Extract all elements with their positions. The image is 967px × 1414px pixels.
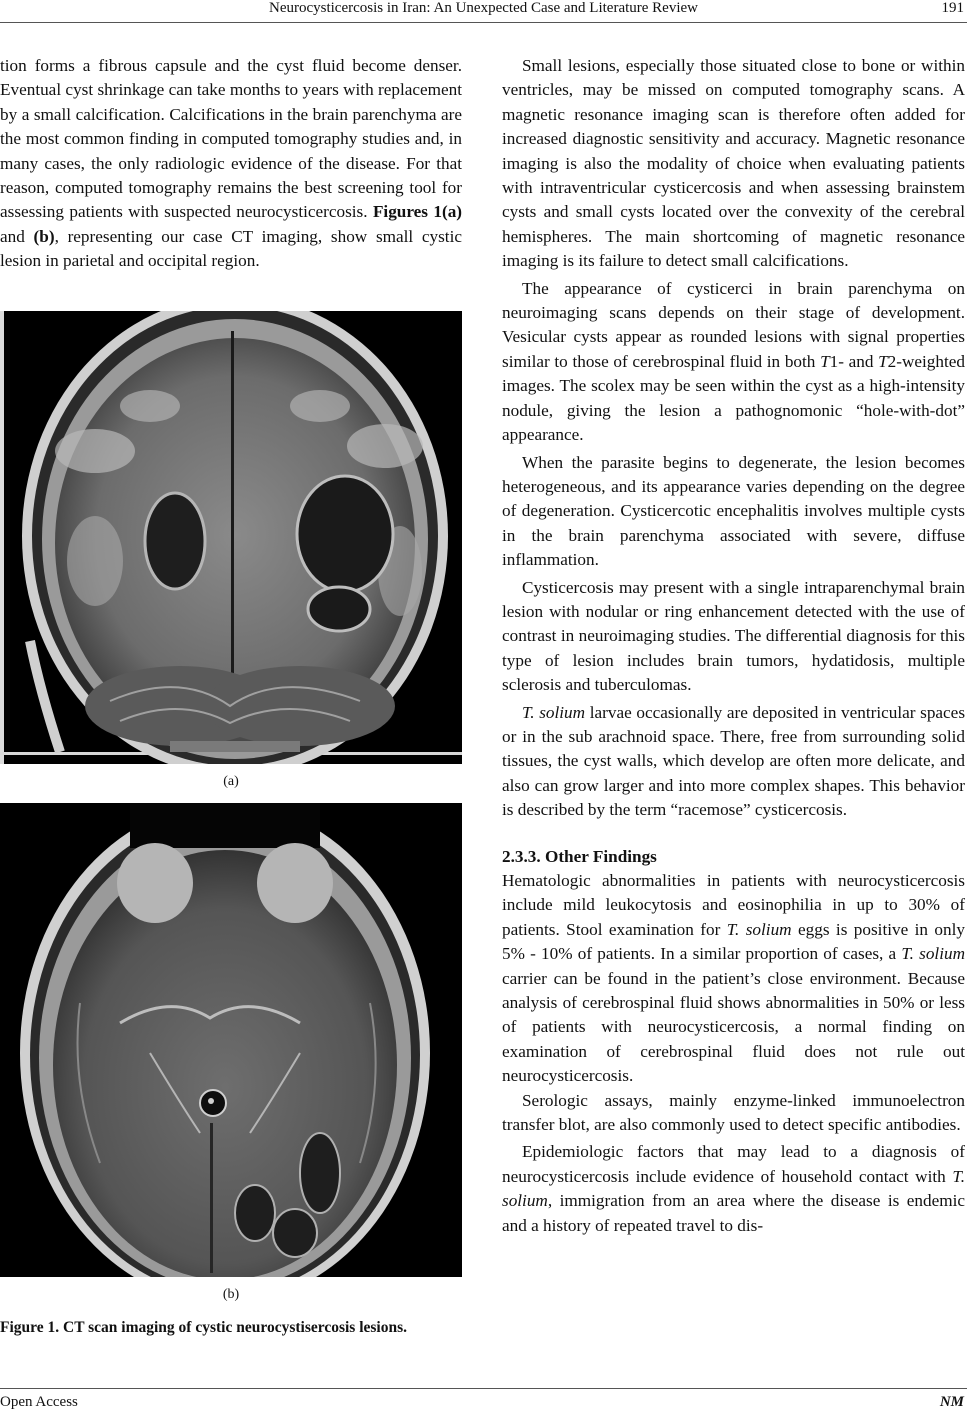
left-paragraph-1: tion forms a fibrous capsule and the cyst fluid become denser. Eventual cyst shrinkage can take months to years with replacement by a small calcification. Calcifications in the brain parenchyma are the most common finding in computed tomography studies and, in many cases, the only radiologic evidence of the disease. For that reason, computed tomography remains the best screening tool for assessing patients with suspected neurocysticercosis. Figures 1(a) and (b), representing our case CT imaging, show small cystic lesion in parietal and occipital region.: [0, 56, 463, 271]
right-paragraph-6: Hematologic abnormalities in patients with neurocysticercosis include mild leukocytosis and eosinophilia in up to 30% of patients. Stool examination for T. solium eggs is positive in only 5% - 10% of patients. In a similar proportion of cases, a T. solium carrier can be found in the patient’s close environment. Because analysis of cerebrospinal fluid shows abnormalities in 50% or less of patients with neurocysticercosis, a normal finding on examination of cerebrospinal fluid does not rule out neurocysticercosis.: [502, 871, 965, 1086]
figure-ref-1a[interactable]: Figures 1(a): [372, 202, 463, 222]
section-heading: 2.3.3. Other Findings: [502, 846, 657, 866]
footer-rule: [0, 1388, 967, 1389]
axial-scan-graphic: [0, 803, 462, 1277]
figure-1a-label: (a): [223, 774, 239, 789]
header-rule: [0, 22, 967, 23]
right-paragraph-4: Cysticercosis may present with a single intraparenchymal brain lesion with nodular or ring enhancement detected with the use of contrast in neuroimaging studies. The differential diagnosis for this type of lesion includes brain tumors, hydatidosis, multiple sclerosis and tuberculomas.: [502, 577, 965, 695]
figure-1b-label: (b): [222, 1287, 240, 1302]
figure-1a-image: [0, 311, 462, 764]
right-paragraph-7: Serologic assays, mainly enzyme-linked immunoelectron transfer blot, are also commonly used to detect specific antibodies.: [502, 1090, 965, 1135]
figure-ref-1b[interactable]: (b): [33, 226, 55, 246]
left-column: [0, 54, 462, 274]
running-title: Neurocysticercosis in Iran: An Unexpected Case and Literature Review: [268, 0, 698, 16]
right-paragraph-5: T. solium larvae occasionally are deposited in ventricular spaces or in the sub arachnoid space. There, free from surrounding solid tissues, the cyst walls, which develop are often more delicate, and also can grow larger and into more complex shapes. This behavior is described by the term “racemose” cysticercosis.: [502, 702, 966, 820]
right-paragraph-1: Small lesions, especially those situated close to bone or within ventricles, may be missed on computed tomography scans. A magnetic resonance imaging scan is therefore often added for increased diagnostic sensitivity and accuracy. Magnetic resonance imaging is also the modality of choice when evaluating patients with intraventricular cysticercosis and when assessing brainstem cysts and small cysts located over the convexity of the cerebral hemispheres. The main shortcoming of magnetic resonance imaging is its failure to detect small calcifications.: [502, 56, 965, 271]
coronal-scan-graphic: [0, 311, 462, 764]
open-access-label: Open Access: [0, 1394, 78, 1410]
right-paragraph-3: When the parasite begins to degenerate, the lesion becomes heterogeneous, and its appearance varies depending on the degree of degeneration. Cysticercotic encephalitis involves multiple cysts in the brain parenchyma associated with severe, diffuse inflammation.: [502, 452, 965, 570]
journal-abbreviation: NM: [939, 1394, 964, 1410]
page-number: 191: [941, 0, 964, 16]
figure-caption: Figure 1. CT scan imaging of cystic neurocystisercosis lesions.: [0, 1319, 408, 1336]
right-paragraph-8: Epidemiologic factors that may lead to a diagnosis of neurocysticercosis include evidence of household contact with T. solium, immigration from an area where the disease is endemic and a history of repeated travel to dis-: [502, 1142, 965, 1235]
right-column: [502, 54, 965, 1241]
figure-1b-image: [0, 803, 462, 1277]
page-header: [0, 0, 967, 22]
right-paragraph-2: The appearance of cysticerci in brain parenchyma on neuroimaging scans depends on their stage of development. Vesicular cysts appear as rounded lesions with signal properties similar to those of cerebrospinal fluid in both T1- and T2-weighted images. The scolex may be seen within the cyst as a high-intensity nodule, giving the lesion a pathognomonic “hole-with-dot” appearance.: [502, 278, 965, 445]
